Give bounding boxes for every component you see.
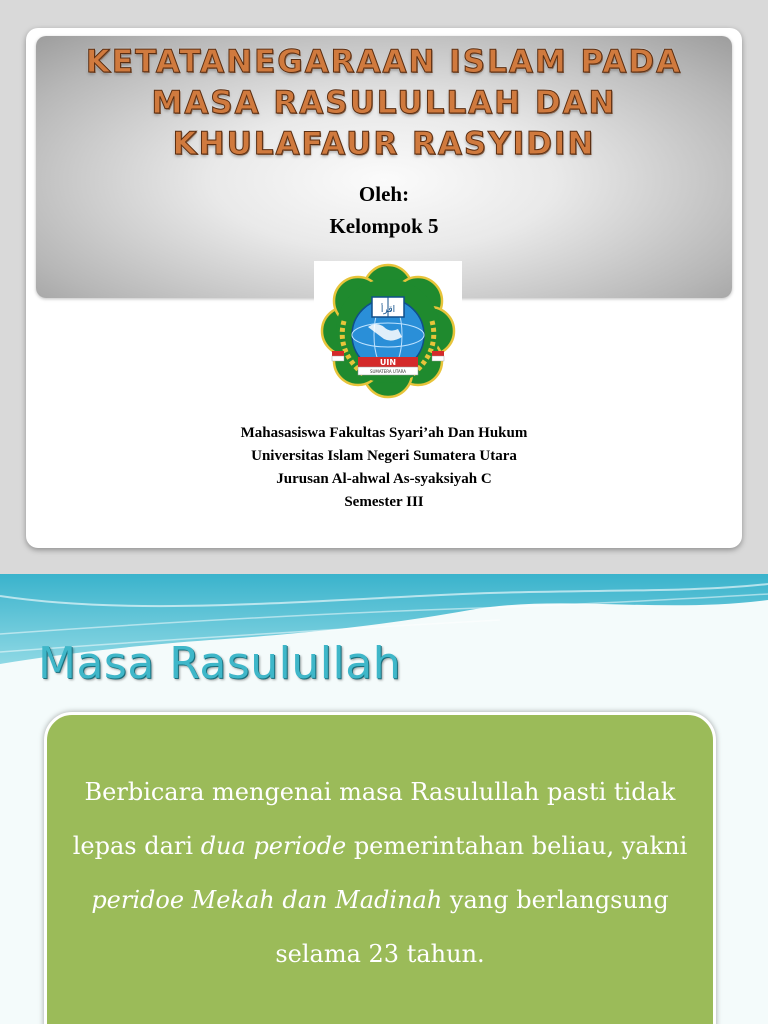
paragraph-part-1: Berbicara mengenai masa Rasulullah pasti tidak lepas dari	[72, 778, 676, 860]
paragraph-italic-1: dua periode	[200, 832, 347, 860]
svg-text:UIN: UIN	[379, 358, 397, 367]
oleh-label: Oleh:	[358, 182, 410, 206]
university-line: Universitas Islam Negeri Sumatera Utara	[251, 448, 517, 464]
faculty-line: Mahasasiswa Fakultas Syari’ah Dan Hukum	[240, 425, 528, 441]
paragraph-part-3: yang berlangsung selama 23 tahun.	[275, 886, 669, 968]
student-info	[26, 422, 742, 514]
slide-2-title: Masa Rasulullah	[38, 638, 402, 689]
uin-logo	[314, 261, 462, 403]
group-label: Kelompok 5	[329, 214, 439, 238]
paragraph-part-2: pemerintahan beliau, yakni	[346, 832, 688, 860]
department-line: Jurusan Al-ahwal As-syaksiyah C	[276, 471, 492, 487]
title-line-2: MASA RASULULLAH DAN	[151, 85, 617, 121]
paragraph-italic-2: peridoe Mekah dan Madinah	[91, 886, 443, 914]
svg-text:SUMATERA UTARA: SUMATERA UTARA	[369, 369, 407, 374]
slide-2	[0, 574, 768, 1024]
title-line-3: KHULAFAUR RASYIDIN	[172, 126, 596, 162]
content-paragraph	[67, 765, 693, 981]
title-line-1: KETATANEGARAAN ISLAM PADA	[85, 44, 683, 80]
semester-line: Semester III	[344, 494, 424, 510]
header-panel	[36, 36, 732, 298]
content-box	[44, 712, 716, 1024]
svg-text:اقرأ: اقرأ	[380, 305, 396, 315]
main-title	[36, 42, 732, 165]
uin-sumatera-utara-logo-icon	[314, 261, 462, 403]
title-card	[26, 28, 742, 548]
